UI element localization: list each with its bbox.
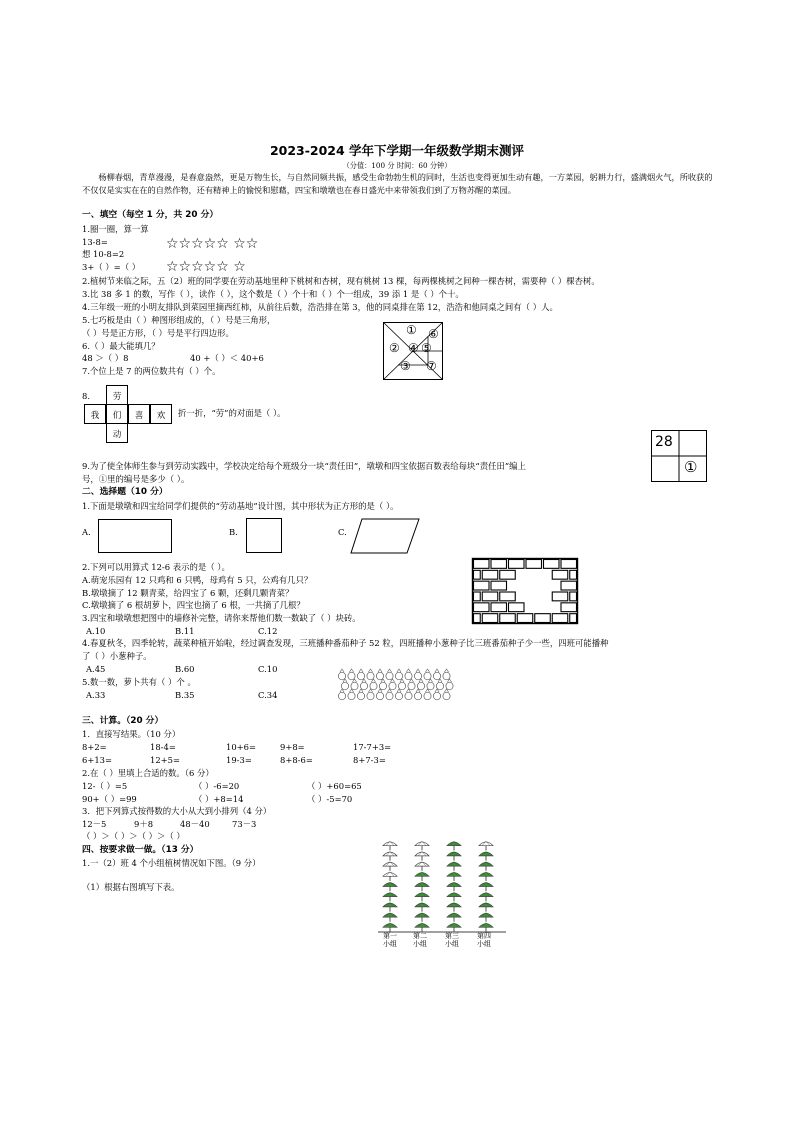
radish-icon [370,679,377,690]
order-expr-3: 48－40 [180,819,210,829]
calc-2-2: 12+5= [150,755,181,765]
q2-3-a: A.10 [86,626,106,636]
wall-brick [500,614,516,623]
tree-icon-planted [479,851,493,860]
wall-brick [517,614,533,623]
tree-icon-planted [447,862,461,871]
section-4-title: 四、按要求做一做。（13 分） [82,845,199,855]
tree-icon-planted [479,882,493,891]
radish-icon [357,689,364,700]
q2-5-opt-b: B.35 [175,690,195,700]
radish-icon [443,689,450,700]
wall-brick [552,614,568,623]
star-row-2: ☆☆☆☆☆ ☆ [166,259,246,275]
radish-icon [427,679,434,690]
tangram-label-7: ⑦ [426,359,437,373]
calc-2-4: 8+8-6= [280,755,313,765]
radish-icon [351,679,358,690]
wall-brick [482,592,498,601]
tree-pictograph [378,836,506,940]
radish-icon [424,689,431,700]
wall-brick [491,581,507,590]
q1-7: 7.个位上是 7 的两位数共有（ ）个。 [82,366,221,376]
q2-4-opt-a: A.45 [86,664,106,674]
radish-icon [376,669,383,680]
q3-1: 1．直接写结果。（10 分） [82,729,181,739]
tree-icon-planted [447,872,461,881]
fill-2-1: 90+（ ）=99 [82,794,137,804]
q2-3-c: C.12 [258,626,278,636]
star-row-1: ☆☆☆☆☆ ☆☆ [166,236,259,252]
radish-icon [348,669,355,680]
tangram-label-6: ⑥ [428,327,439,341]
radish-icon [417,679,424,690]
wall-brick [509,560,525,569]
hundred-chart-28: 28 [655,434,673,450]
radish-icon [395,689,402,700]
tree-icon-planted [415,892,429,901]
fill-2-2: （ ）+8=14 [194,794,244,804]
tangram-label-5: ⑤ [421,341,432,355]
radish-icon [367,669,374,680]
calc-1-5: 17-7+3= [353,742,392,752]
fill-1-3: （ ）+60=65 [307,781,362,791]
q1-6-a: 48 ＞（ ）8 [82,353,129,363]
fill-1-2: （ ）-6=20 [194,781,240,791]
section-3-title: 三、计算。（20 分） [82,716,164,726]
q2-4-opt-c: C.10 [258,664,278,674]
q4-1: 1.一（2）班 4 个小组植树情况如下图。（9 分） [82,858,261,868]
radish-icon [367,689,374,700]
tree-icon-outline [383,862,397,871]
q1-9-a: 9.为了使全体师生参与到劳动实践中，学校决定给每个班级分一块“责任田”，墩墩和四宝依据百数表给每块“责任田”编上 [82,461,526,471]
wall-brick [570,592,577,601]
tree-icon-planted [447,882,461,891]
radish-icon [405,669,412,680]
tree-icon-planted [447,841,461,850]
tree-icon-outline [415,841,429,850]
wall-brick [491,560,507,569]
calc-2-1: 6+13= [82,755,113,765]
wall-brick [500,592,516,601]
radish-icon [408,679,415,690]
wall-brick [561,581,577,590]
net-cell-dong: 动 [106,423,128,443]
q2-1-opt-c: C. [338,527,347,537]
radish-icon [424,669,431,680]
calc-2-5: 8+7-3= [353,755,386,765]
wall-brick [491,603,507,612]
q1-4: 4.三年级一班的小明友排队到菜园里摘西红柿，从前往后数，浩浩排在第 3，他的同桌排在第 12，浩浩和他同桌之间有（ ）人。 [82,302,558,312]
tree-icon-planted [447,913,461,922]
tree-icon-planted [383,923,397,932]
tree-icon-outline [479,841,493,850]
hundred-chart-circle-1: ① [684,458,698,476]
wall-brick [526,560,542,569]
radish-icon [389,679,396,690]
q1-9-b: 号，①里的编号是多少（ ）。 [82,474,190,484]
tree-icon-planted [415,913,429,922]
radish-icon [398,679,405,690]
q1-1-c: 3+（ ）=（ ） [82,262,141,272]
tree-icon-outline [383,841,397,850]
q2-5: 5.数一数，萝卜共有（ ）个 。 [82,677,196,687]
wall-brick [474,581,490,590]
wall-brick [552,592,568,601]
q2-1-opt-b: B. [229,527,238,537]
q2-5-opt-a: A.33 [86,690,106,700]
tree-icon-planted [479,862,493,871]
net-cell-lao: 劳 [106,385,128,405]
radish-icon [348,689,355,700]
calc-1-1: 8+2= [82,742,107,752]
q3-2: 2.在（ ）里填上合适的数。（6 分） [82,768,214,778]
tree-icon-planted [415,902,429,911]
square-shape-b [246,518,282,553]
q2-3-b: B.11 [175,626,195,636]
page-subtitle: （分值：100 分 时间：60 分钟） [342,161,452,170]
tree-icon-planted [479,902,493,911]
net-cell-men: 们 [106,404,128,424]
tree-icon-planted [447,902,461,911]
calc-1-2: 18-4= [150,742,176,752]
tangram-label-4: ④ [408,341,419,355]
q2-1-opt-a: A. [82,527,91,537]
tree-icon-outline [415,862,429,871]
q3-3: 3．把下列算式按得数的大小从大到小排列（4 分） [82,806,272,816]
brick-wall-figure [472,558,578,624]
q2-4-a: 4.春夏秋冬，四季轮转，蔬菜种植开始啦，经过调查发现，三班播种番茄种子 52 粒，四班播种小葱种子比三班番茄种子少一些，四班可能播种 [82,638,609,648]
wall-brick [544,560,560,569]
group-label-2: 第二小组 [413,932,427,948]
tree-icon-planted [383,882,397,891]
radish-icon [446,679,453,690]
calc-1-3: 10+6= [226,742,257,752]
order-expr-1: 12－5 [82,819,107,829]
fill-1-1: 12-（ ）=5 [82,781,128,791]
q1-8-number: 8. [82,391,90,401]
wall-brick [474,592,481,601]
q2-2: 2.下列可以用算式 12-6 表示的是（ ）。 [82,562,230,572]
order-expr-4: 73－3 [232,819,257,829]
wall-brick [535,614,551,623]
radish-icon [414,689,421,700]
wall-brick [474,614,481,623]
q1-5-a: 5.七巧板是由（ ）种图形组成的，（ ）号是三角形， [82,315,276,325]
order-expr-2: 9＋8 [134,819,154,829]
radish-icon [414,669,421,680]
intro-paragraph: 杨柳春烟，青草漫漫，是春意盎然，更是万物生长，与自然同频共振，感受生命勃勃生机的同时，生活也变得更加生动有趣，一方菜园，躬耕力行，盛满烟火气，所收获的不仅仅是实实在在的自然作物，还有精神上的愉悦和慰藉，四宝和墩墩也在春日盛光中来带领我们到了万物苏醒的菜园。 [82,172,713,195]
section-1-title: 一、填空（每空 1 分，共 20 分） [82,210,219,220]
q2-3: 3.四宝和墩墩想把图中的墙修补完整，请你来帮他们数一数缺了（ ）块砖。 [82,613,361,623]
parallelogram-shape-c [350,518,420,554]
tree-icon-planted [447,892,461,901]
q1-1-b: 想 10-8=2 [82,249,125,259]
wall-brick [474,603,490,612]
page-title: 2023-2024 学年下学期一年级数学期末测评 [269,143,525,158]
tree-icon-planted [415,923,429,932]
tangram-label-3: ③ [400,359,411,373]
tree-icon-planted [479,923,493,932]
tree-icon-outline [383,872,397,881]
q2-2-c: C.墩墩摘了 6 根胡萝卜，四宝也摘了 6 根，一共摘了几根？ [82,600,305,610]
radish-icon [357,669,364,680]
tree-icon-planted [383,892,397,901]
q1-6-b: 40 +（ ）＜ 40+6 [190,353,264,363]
tree-icon-outline [383,851,397,860]
net-cell-huan: 欢 [150,404,172,424]
radish-icon [379,679,386,690]
wall-brick [474,570,481,579]
q1-8-text: 折一折，“劳”的对面是（ ）。 [178,408,286,418]
tree-icon-planted [479,872,493,881]
radish-icon [338,669,345,680]
radish-icon [386,669,393,680]
tree-icon-planted [447,851,461,860]
q1-1-a: 13-8= [82,237,108,247]
group-label-3: 第三小组 [445,932,459,948]
q1-6: 6.（ ）最大能填几？ [82,341,160,351]
wall-brick [552,570,568,579]
tangram-label-1: ① [406,323,417,337]
q4-1-a: （1）根据右图填写下表。 [82,882,180,892]
wall-brick [482,570,498,579]
q2-1: 1.下面是墩墩和四宝给同学们提供的“劳动基地”设计图，其中形状为正方形的是（ ）。 [82,501,399,511]
radish-cluster-figure [336,668,456,702]
radish-icon [338,689,345,700]
wall-brick [482,614,498,623]
group-label-1: 第一小组 [383,932,397,948]
wall-brick [474,560,490,569]
order-answer-line: （ ）＞（ ）＞（ ）＞（ ） [82,831,185,841]
tree-icon-planted [383,902,397,911]
calc-2-3: 19-3= [226,755,252,765]
q2-5-opt-c: C.34 [258,690,278,700]
wall-brick [561,560,577,569]
wall-brick [570,570,577,579]
q1-2: 2.植树节来临之际，五（2）班的同学要在劳动基地里种下桃树和杏树，现有桃树 13 棵，每两棵桃树之间种一棵杏树，需要种（ ）棵杏树。 [82,276,600,286]
q1-1: 1.圈一圈，算一算 [82,224,149,234]
radish-icon [386,689,393,700]
tree-icon-outline [415,851,429,860]
q1-3: 3.比 38 多 1 的数，写作（ ），读作（ ），这个数是（ ）个十和（ ）个一组成，39 添 1 是（ ）个十。 [82,289,464,299]
rectangle-shape-a [98,519,172,553]
tree-icon-planted [415,882,429,891]
q1-5-b: （ ）号是正方形，（ ）号是平行四边形。 [82,328,234,338]
q2-4-opt-b: B.60 [175,664,195,674]
radish-icon [443,669,450,680]
wall-brick [500,570,516,579]
wall-brick [561,603,577,612]
tree-icon-planted [479,892,493,901]
net-cell-xi: 喜 [128,404,150,424]
radish-icon [376,689,383,700]
q2-2-b: B.墩墩摘了 12 颗青菜，给四宝了 6 颗，还剩几颗青菜？ [82,588,294,598]
tree-icon-planted [479,913,493,922]
radish-icon [405,689,412,700]
tree-icon-planted [383,913,397,922]
tree-icon-planted [447,923,461,932]
q2-2-a: A.萌宠乐园有 12 只鸡和 6 只鸭，母鸡有 5 只，公鸡有几只？ [82,575,313,585]
fill-2-3: （ ）-5=70 [307,794,353,804]
tangram-label-2: ② [389,341,400,355]
radish-icon [433,669,440,680]
net-cell-wo: 我 [84,404,106,424]
radish-icon [341,679,348,690]
section-2-title: 二、选择题（10 分） [82,487,168,497]
radish-icon [433,689,440,700]
tree-icon-planted [415,872,429,881]
wall-brick [570,614,577,623]
calc-1-4: 9+8= [280,742,305,752]
q2-4-b: 了（ ）小葱种子。 [82,651,152,661]
radish-icon [436,679,443,690]
wall-brick [509,603,525,612]
radish-icon [395,669,402,680]
radish-icon [360,679,367,690]
group-label-4: 第四小组 [477,932,491,948]
